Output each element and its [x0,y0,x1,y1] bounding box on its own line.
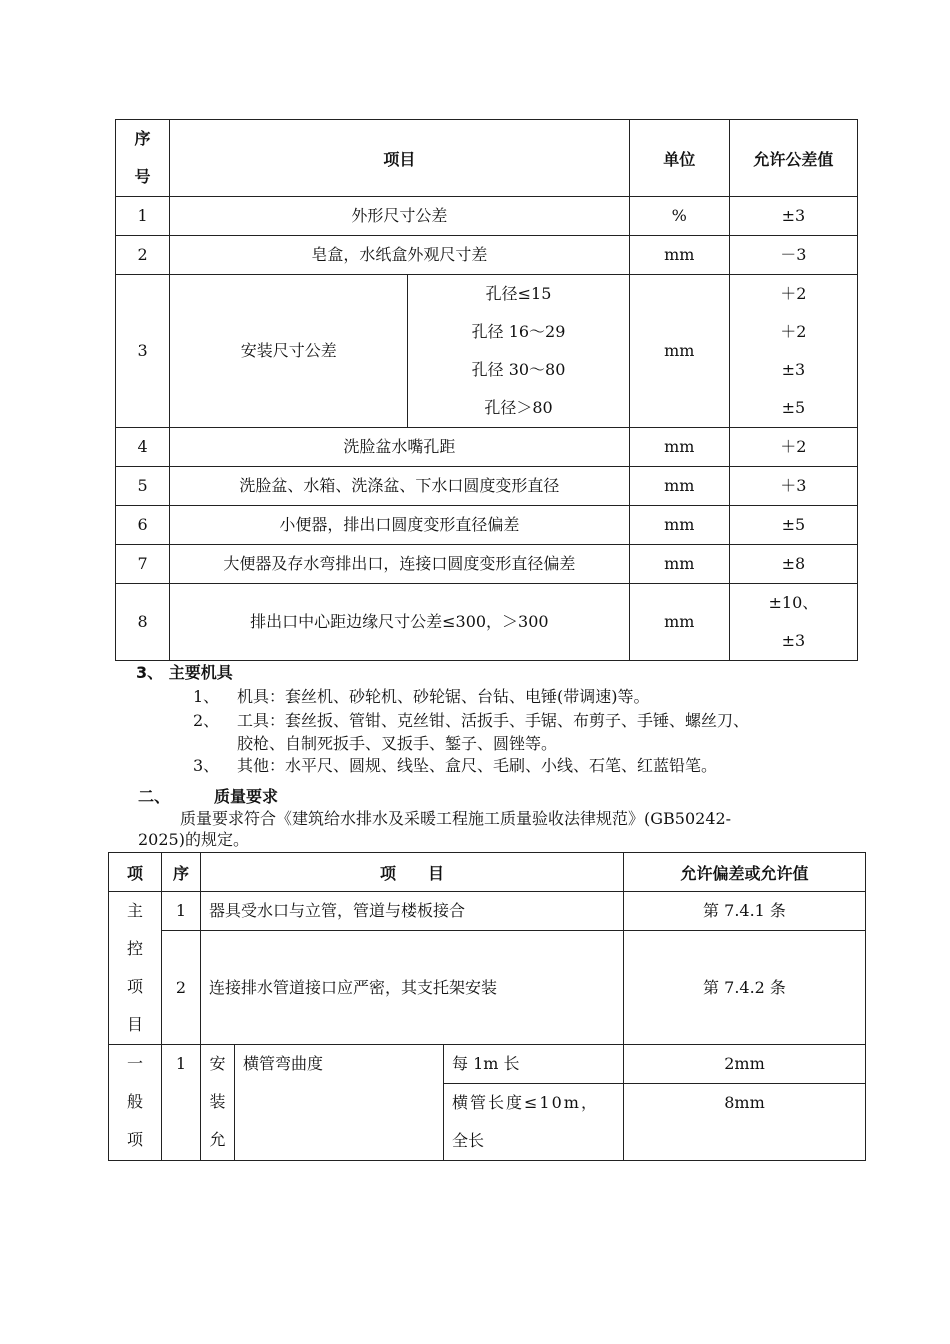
table-row [116,236,858,275]
sub-item-cell [408,275,629,428]
seq-cell: 3 [116,275,170,428]
category-general [109,1045,162,1161]
header-value: 允许偏差或允许值 [624,853,866,892]
category-char: 目 [126,1015,143,1034]
tools-item-text: 工具：套丝扳、管钳、克丝钳、活扳手、手锯、布剪子、手锤、螺丝刀、 [237,711,750,730]
item-cell: 安装尺寸公差 [170,275,408,428]
tolerance-value: ±3 [781,631,806,650]
seq-cell: 2 [162,931,201,1045]
category-char: 控 [126,939,143,958]
tools-item-num: 3、 [193,756,220,775]
sub-category [201,1045,235,1161]
unit-cell: mm [629,467,729,506]
tolerance-cell: －3 [729,236,857,275]
seq-cell: 4 [116,428,170,467]
sub-item: 孔径≤15 [485,284,552,303]
seq-cell: 5 [116,467,170,506]
seq-cell: 1 [116,197,170,236]
seq-cell: 1 [162,1045,201,1161]
tolerance-cell [729,275,857,428]
table-row [116,467,858,506]
item-cell: 连接排水管道接口应严密，其支托架安装 [201,931,624,1045]
header-seq: 序 [162,853,201,892]
tolerance-table [115,119,858,661]
tolerance-cell: ±8 [729,545,857,584]
category-main [109,892,162,1045]
tolerance-value: ±3 [781,360,806,379]
sub-item: 孔径 16～29 [471,322,566,341]
table-row [116,584,858,661]
header-unit: 单位 [629,120,729,197]
section-number: 二、 [138,787,171,806]
table-row [116,545,858,584]
quality-paragraph-cont: 2025)的规定。 [138,830,249,849]
table-row [116,275,858,428]
seq-cell: 1 [162,892,201,931]
condition-cell: 每 1m 长 [444,1045,624,1084]
item-cell: 外形尺寸公差 [170,197,630,236]
value-cell: 2mm [624,1045,866,1084]
item-cell: 排出口中心距边缘尺寸公差≤300，＞300 [170,584,630,661]
tolerance-value: ＋2 [780,284,807,303]
item-cell: 洗脸盆水嘴孔距 [170,428,630,467]
item-cell: 器具受水口与立管，管道与楼板接合 [201,892,624,931]
unit-cell: mm [629,584,729,661]
unit-cell: mm [629,506,729,545]
category-char: 项 [126,977,143,996]
condition-line: 横管长度≤10m， [452,1093,599,1112]
sub-item: 孔径＞80 [484,398,553,417]
tolerance-cell: ＋3 [729,467,857,506]
seq-cell: 6 [116,506,170,545]
table-row [116,197,858,236]
sub-item: 孔径 30～80 [471,360,566,379]
condition-cell [444,1084,624,1161]
sub-category-char: 装 [209,1092,226,1111]
quality-paragraph: 质量要求符合《建筑给水排水及采暖工程施工质量验收法律规范》(GB50242- [180,809,732,828]
unit-cell: mm [629,545,729,584]
table-row [116,428,858,467]
sub-category-char: 允 [209,1130,226,1149]
tools-item-num: 2、 [193,711,220,730]
table-row [116,506,858,545]
unit-cell: mm [629,428,729,467]
sub-category-char: 安 [209,1054,226,1073]
unit-cell: % [629,197,729,236]
tolerance-cell [729,584,857,661]
header-item: 项目 [170,120,630,197]
tolerance-cell: ±3 [729,197,857,236]
table-row [109,1045,866,1084]
tolerance-value: ±10、 [768,593,819,612]
category-char: 项 [126,1130,143,1149]
condition-line: 全长 [452,1131,485,1150]
table-row [109,931,866,1045]
tolerance-value: ＋2 [780,322,807,341]
value-cell: 第 7.4.1 条 [624,892,866,931]
seq-cell: 7 [116,545,170,584]
header-item: 项 目 [201,853,624,892]
section-heading: 质量要求 [214,787,279,806]
value-cell: 8mm [624,1084,866,1161]
category-char: 一 [126,1054,143,1073]
tools-item-text: 其他：水平尺、圆规、线坠、盒尺、毛刷、小线、石笔、红蓝铅笔。 [237,756,718,775]
seq-cell: 2 [116,236,170,275]
item-cell: 大便器及存水弯排出口，连接口圆度变形直径偏差 [170,545,630,584]
item-cell: 洗脸盆、水箱、洗涤盆、下水口圆度变形直径 [170,467,630,506]
category-char: 般 [126,1092,143,1111]
tolerance-cell: ＋2 [729,428,857,467]
tolerance-cell: ±5 [729,506,857,545]
header-seq: 序 号 [116,120,170,197]
header-tolerance: 允许公差值 [729,120,857,197]
tolerance-value: ±5 [781,398,806,417]
tools-item-text: 机具：套丝机、砂轮机、砂轮锯、台钻、电锤(带调速)等。 [237,687,650,706]
tools-item-num: 1、 [193,687,220,706]
tools-heading: 3、 主要机具 [136,663,233,682]
seq-cell: 8 [116,584,170,661]
unit-cell: mm [629,236,729,275]
category-char: 主 [126,901,143,920]
table-row [109,892,866,931]
unit-cell: mm [629,275,729,428]
tools-item-text-cont: 胶枪、自制死扳手、叉扳手、錾子、圆锉等。 [237,734,558,753]
header-category: 项 [109,853,162,892]
item-cell: 小便器，排出口圆度变形直径偏差 [170,506,630,545]
quality-table [108,852,866,1161]
item-cell: 横管弯曲度 [235,1045,444,1161]
value-cell: 第 7.4.2 条 [624,931,866,1045]
item-cell: 皂盒，水纸盒外观尺寸差 [170,236,630,275]
